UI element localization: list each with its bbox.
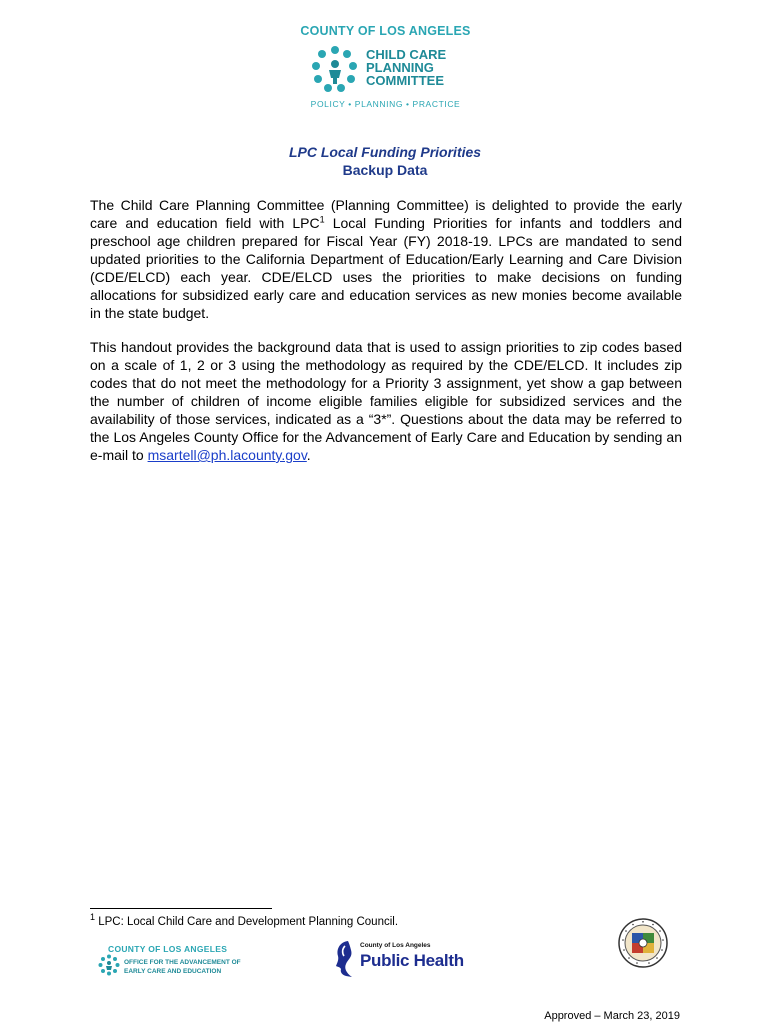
footnote-reference: 1 (319, 214, 325, 225)
email-link[interactable]: msartell@ph.lacounty.gov (147, 447, 307, 463)
handout-text-end: . (306, 447, 311, 463)
approval-date: Approved – March 23, 2019 (544, 1010, 680, 1022)
intro-paragraph (90, 196, 682, 322)
footnote-text: LPC: Local Child Care and Development Planning Council. (95, 916, 399, 928)
child-care-emblem-icon (310, 44, 360, 94)
logo-org-line3: COMMITTEE (366, 73, 444, 88)
header-logo (298, 24, 478, 114)
oaece-emblem-icon (98, 954, 120, 976)
logo-org-line1: CHILD CARE (366, 47, 447, 62)
intro-text-end: Local Funding Priorities for infants and toddlers and preschool age children prepared for Fiscal Year (FY) 2018-19. LPCs are mandated to send updated priorities to the California Department of Education/Early Learning and Care Division (CDE/ELCD) each year. CDE/ELCD uses the priorities to make decisions on funding allocations for subsidized early care and education services as new monies become available in the state budget. (90, 215, 682, 321)
oaece-line1: OFFICE FOR THE ADVANCEMENT OF (124, 959, 241, 966)
oaece-logo (98, 944, 248, 978)
intro-text-start: The Child Care Planning Committee (Planning Committee) is delighted to provide the early care and education field with LPC (90, 197, 682, 231)
footnote (90, 912, 399, 928)
handout-text: This handout provides the background data that is used to assign priorities to zip codes based on a scale of 1, 2 or 3 using the methodology as required by the CDE/ELCD. It includes zip codes that do not meet the methodology for a Priority 3 assignment, yet show a gap between the number of children of income eligible families eligible for subsidized services and the availability of those services, indicated as a “3*”. Questions about the data may be referred to the Los Angeles County Office for the Advancement of Early Care and Education by sending an e-mail to (90, 339, 682, 463)
document-subtitle: Backup Data (342, 162, 428, 178)
oaece-line2: EARLY CARE AND EDUCATION (124, 968, 222, 975)
oaece-county-name: COUNTY OF LOS ANGELES (108, 944, 228, 954)
public-health-profile-icon (334, 940, 356, 978)
document-title: LPC Local Funding Priorities (288, 144, 482, 160)
footnote-divider (90, 908, 272, 909)
logo-county-name: COUNTY OF LOS ANGELES (300, 24, 471, 38)
handout-paragraph (90, 338, 682, 464)
public-health-logo (334, 938, 464, 980)
logo-org-line2: PLANNING (366, 60, 434, 75)
footnote-marker: 1 (90, 912, 96, 923)
public-health-county: County of Los Angeles (360, 942, 431, 949)
logo-tagline: POLICY • PLANNING • PRACTICE (310, 99, 461, 109)
logo-org-name (366, 48, 446, 87)
county-seal-icon (618, 918, 668, 968)
public-health-name: Public Health (360, 951, 464, 970)
